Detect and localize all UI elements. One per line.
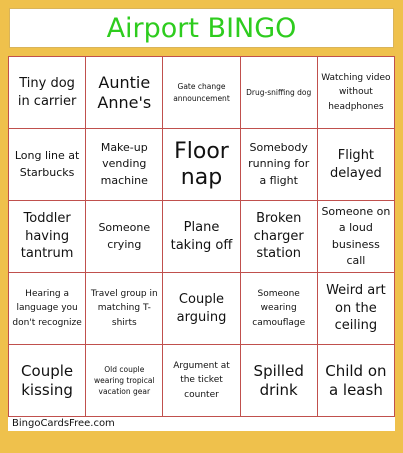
bingo-cell[interactable]: Make-up vending machine (86, 129, 163, 201)
bingo-cell[interactable]: Floor nap (163, 129, 240, 201)
bingo-cell[interactable]: Couple kissing (9, 345, 86, 417)
bingo-cell[interactable]: Someone wearing camouflage (241, 273, 318, 345)
bingo-cell[interactable]: Someone on a loud business call (318, 201, 395, 273)
bingo-cell[interactable]: Toddler having tantrum (9, 201, 86, 273)
bingo-cell[interactable]: Weird art on the ceiling (318, 273, 395, 345)
bingo-cell[interactable]: Couple arguing (163, 273, 240, 345)
bingo-cell[interactable]: Tiny dog in carrier (9, 57, 86, 129)
bingo-cell[interactable]: Plane taking off (163, 201, 240, 273)
bingo-cell[interactable]: Watching video without headphones (318, 57, 395, 129)
bingo-cell[interactable]: Gate change announcement (163, 57, 240, 129)
bingo-cell[interactable]: Auntie Anne's (86, 57, 163, 129)
site-credit: BingoCardsFree.com (11, 417, 312, 431)
bingo-cell[interactable]: Child on a leash (318, 345, 395, 417)
bingo-cell[interactable]: Old couple wearing tropical vacation gear (86, 345, 163, 417)
bingo-cell[interactable]: Drug-sniffing dog (241, 57, 318, 129)
bingo-cell[interactable]: Spilled drink (241, 345, 318, 417)
bingo-cell[interactable]: Flight delayed (318, 129, 395, 201)
bingo-cell[interactable]: Hearing a language you don't recognize (9, 273, 86, 345)
title-box (9, 8, 394, 48)
bingo-cell[interactable]: Travel group in matching T-shirts (86, 273, 163, 345)
bingo-grid (8, 56, 395, 417)
bingo-cell[interactable]: Broken charger station (241, 201, 318, 273)
bingo-cell[interactable]: Long line at Starbucks (9, 129, 86, 201)
bingo-cell[interactable]: Somebody running for a flight (241, 129, 318, 201)
card-title: Airport BINGO (106, 12, 297, 44)
bingo-cell[interactable]: Argument at the ticket counter (163, 345, 240, 417)
bingo-cell[interactable]: Someone crying (86, 201, 163, 273)
